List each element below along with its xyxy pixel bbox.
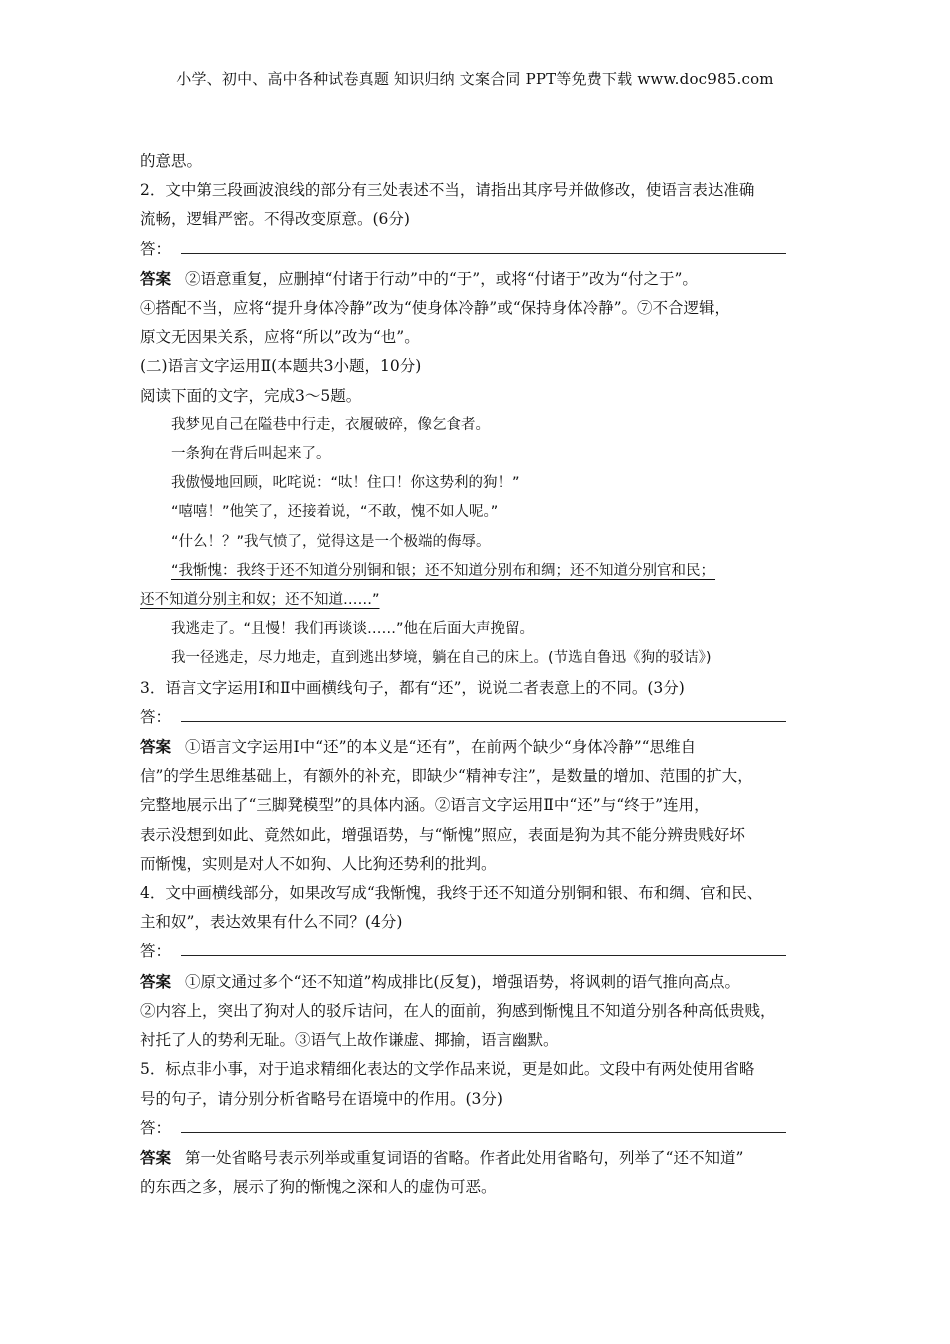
answer-field-3 — [140, 703, 825, 732]
answer-3-cont: 完整地展示出了“三脚凳模型”的具体内涵。②语言文字运用Ⅱ中“还”与“终于”连用， — [140, 796, 710, 815]
passage-paragraph: 我傲慢地回顾，叱咤说：“呔！住口！你这势利的狗！” — [171, 475, 520, 492]
answer-4-cont: ②内容上，突出了狗对人的驳斥诘问，在人的面前，狗感到惭愧且不知道分别各种高低贵贱， — [140, 1001, 776, 1020]
answer-prompt: 答： — [140, 1118, 172, 1137]
answer-2-cont: 原文无因果关系，应将“所以”改为“也”。 — [140, 328, 420, 347]
passage-paragraph: “嘻嘻！”他笑了，还接着说，“不敢，愧不如人呢。” — [171, 504, 499, 521]
question-2-cont: 流畅，逻辑严密。不得改变原意。(6分) — [140, 210, 410, 229]
passage-paragraph: 一条狗在背后叫起来了。 — [171, 446, 331, 463]
question-5-cont: 号的句子，请分别分析省略号在语境中的作用。(3分) — [140, 1089, 503, 1108]
answer-blank — [181, 939, 786, 956]
text-line: 的意思。 — [140, 152, 203, 170]
answer-field-5 — [140, 1114, 825, 1143]
question-5: 5．标点非小事，对于追求精细化表达的文学作品来说，更是如此。文段中有两处使用省略 — [140, 1060, 755, 1079]
question-2: 2．文中第三段画波浪线的部分有三处表述不当，请指出其序号并做修改，使语言表达准确 — [140, 181, 755, 200]
answer-3: 答案 ①语言文字运用Ⅰ中“还”的本义是“还有”，在前两个缺少“身体冷静”“思维自 — [140, 737, 697, 757]
answer-3-cont: 表示没想到如此、竟然如此，增强语势，与“惭愧”照应，表面是狗为其不能分辨贵贱好坏 — [140, 825, 745, 844]
answer-blank — [181, 237, 786, 254]
answer-blank — [181, 705, 786, 722]
document-body — [140, 147, 825, 1202]
question-3: 3．语言文字运用Ⅰ和Ⅱ中画横线句子，都有“还”，说说二者表意上的不同。(3分) — [140, 678, 685, 697]
section-heading: (二)语言文字运用Ⅱ(本题共3小题，10分) — [140, 357, 422, 376]
answer-label: 答案 — [140, 737, 172, 757]
answer-4-cont: 衬托了人的势利无耻。③语气上故作谦虚、揶揄，语言幽默。 — [140, 1031, 559, 1050]
answer-5-cont: 的东西之多，展示了狗的惭愧之深和人的虚伪可恶。 — [140, 1178, 497, 1197]
answer-3-cont: 而惭愧，实则是对人不如狗、人比狗还势利的批判。 — [140, 854, 497, 873]
answer-5: 答案 第一处省略号表示列举或重复词语的省略。作者此处用省略句，列举了“还不知道” — [140, 1147, 744, 1167]
answer-prompt: 答： — [140, 942, 172, 961]
passage-paragraph: 我梦见自己在隘巷中行走，衣履破碎，像乞食者。 — [171, 416, 490, 433]
question-4: 4．文中画横线部分，如果改写成“我惭愧，我终于还不知道分别铜和银、布和绸、官和民、 — [140, 884, 763, 903]
underlined-sentence: “我惭愧：我终于还不知道分别铜和银；还不知道分别布和绸；还不知道分别官和民； — [171, 562, 716, 579]
answer-field-2 — [140, 235, 825, 264]
answer-label: 答案 — [140, 971, 172, 991]
answer-label: 答案 — [140, 268, 172, 288]
passage-paragraph: 我逃走了。“且慢！我们再谈谈……”他在后面大声挽留。 — [171, 621, 535, 638]
page-header: 小学、初中、高中各种试卷真题 知识归纳 文案合同 PPT等免费下载 www.doc985.com — [176, 70, 774, 88]
passage-paragraph: 我一径逃走，尽力地走，直到逃出梦境，躺在自己的床上。(节选自鲁迅《狗的驳诘》) — [171, 650, 712, 667]
answer-2: 答案 ②语意重复，应删掉“付诸于行动”中的“于”，或将“付诸于”改为“付之于”。 — [140, 268, 698, 288]
reading-instruction: 阅读下面的文字，完成3～5题。 — [140, 386, 362, 405]
question-4-cont: 主和奴”，表达效果有什么不同？(4分) — [140, 913, 403, 932]
answer-field-4 — [140, 937, 825, 966]
answer-prompt: 答： — [140, 239, 172, 258]
answer-2-cont: ④搭配不当，应将“提升身体冷静”改为“使身体冷静”或“保持身体冷静”。⑦不合逻辑， — [140, 299, 731, 318]
answer-label: 答案 — [140, 1147, 172, 1167]
answer-prompt: 答： — [140, 707, 172, 726]
passage-underlined-cont — [140, 586, 825, 615]
answer-4: 答案 ①原文通过多个“还不知道”构成排比(反复)，增强语势，将讽刺的语气推向高点。 — [140, 971, 740, 991]
answer-blank — [181, 1116, 786, 1133]
underlined-sentence: 还不知道分别主和奴；还不知道……” — [140, 592, 380, 609]
answer-3-cont: 信”的学生思维基础上，有额外的补充，即缺少“精神专注”，是数量的增加、范围的扩大， — [140, 767, 753, 786]
passage-underlined — [140, 557, 825, 586]
passage-paragraph: “什么！？”我气愤了，觉得这是一个极端的侮辱。 — [171, 533, 491, 550]
